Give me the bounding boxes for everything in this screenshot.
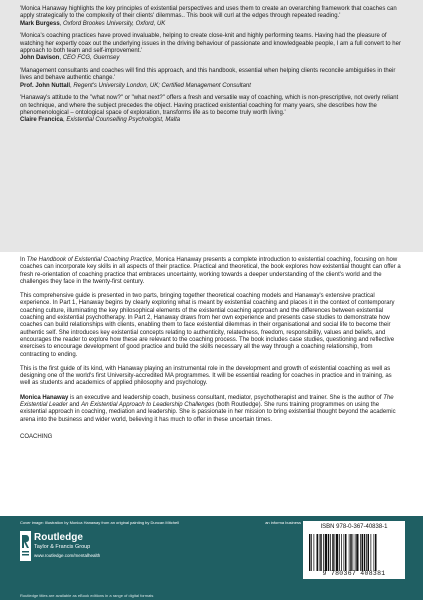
testimonial-author: Mark Burgess xyxy=(20,20,60,27)
author-bio-text: (both Routledge). She runs training programmes on using the existential approach in coaching, mediation and leadership. She is passionate in her mission to bring existential thought beyond the academic arena into the business and wider world, believing it has much to offer in these uncertain times. xyxy=(20,402,396,423)
testimonial xyxy=(20,6,402,28)
testimonials-panel xyxy=(0,0,423,252)
testimonial-role: Regent's University London, UK; Certified Management Consultant xyxy=(73,82,251,89)
description-paragraph: This comprehensive guide is presented in two parts, bringing together theoretical coaching models and Hanaway's extensive practical experience. In Part 1, Hanaway begins by clearly exploring what is meant by existential coaching and places it in the context of contemporary coaching culture, illuminating the key philosophical elements of the existential coaching approach and the differences between existential coaching and existential psychotherapy. In Part 2, Hanaway draws from her own experience and presents case studies to demonstrate how coaches can build relationships with clients, enabling them to face existential dilemmas in their organisational and social life to become their authentic self. She introduces key existential concepts relating to authenticity, relatedness, freedom, responsibility, values and beliefs, and encourages the reader to explore how these are relevant to the coaching process. The book includes case studies, questioning and reflective exercises to encourage development of good practice and build the skills necessary all the way through a coaching relationship, from contracting to ending. xyxy=(20,293,395,358)
publisher-url[interactable]: www.routledge.com/mentalhealth xyxy=(34,553,101,558)
description-text: In xyxy=(20,257,27,263)
description-paragraph xyxy=(20,257,402,286)
testimonial-role: Existential Counselling Psychologist, Malta xyxy=(66,117,181,124)
testimonial xyxy=(20,33,402,62)
testimonial-attribution: Prof. John Nuttall, Regent's University London, UK; Certified Management Consultant xyxy=(20,82,251,89)
testimonial xyxy=(20,95,402,124)
book-title: The Handbook of Existential Coaching Practice xyxy=(26,257,153,263)
testimonial-author: John Davison xyxy=(20,55,60,62)
isbn-label: ISBN 978-0-367-40838-1 xyxy=(320,524,388,530)
testimonial-text: 'Monica's coaching practices have proved invaluable, helping to create close-knit and highly performing teams. Having had the pleasure of watching her expertly coax out the underlying issues in the driving behaviour of passionate and knowledgeable people, I am a full convert to her approach to both team and self-improvement.' xyxy=(20,33,401,54)
author-book-title: The Existential Leader xyxy=(20,394,394,409)
description-text: , Monica Hanaway presents a complete introduction to existential coaching, focusing on how coaches can incorporate key skills in all aspects of their practice. Practical and theoretical, the book explores how existential thought can offer a fresh re-orientation of coaching practice that embraces uncertainty, working towards a deeper understanding of the client's world and the challenges they face in the twenty-first century. xyxy=(20,257,401,285)
author-bio-text: is an executive and leadership coach, business consultant, mediator, psychotherapist and trainer. She is the author of xyxy=(68,394,384,401)
barcode-panel xyxy=(303,521,405,579)
testimonial-attribution: John Davison, CEO FCG, Guernsey xyxy=(20,55,120,62)
barcode-icon xyxy=(309,534,399,571)
barcode-digits: 9 780367 408381 xyxy=(322,570,386,577)
testimonial-role: Oxford Brookes University, Oxford, UK xyxy=(63,20,166,27)
routledge-logo-icon xyxy=(20,531,31,561)
description-section xyxy=(20,257,402,440)
publisher-group: Taylor & Francis Group xyxy=(34,544,91,550)
testimonial-text: 'Monica Hanaway highlights the key principles of existential perspectives and uses them to create an overarching framework that coaches can apply strategically to the complexity of their clients' dilemmas.. This book will curl at the edges through repeated reading.' xyxy=(20,6,397,20)
testimonial-author: Prof. John Nuttall xyxy=(20,82,70,89)
testimonial-role: CEO FCG, Guernsey xyxy=(62,55,120,62)
publisher-name: Routledge xyxy=(34,532,83,543)
author-bio-text: and xyxy=(67,402,82,409)
testimonial-attribution: Claire Francica, Existential Counselling Psychologist, Malta xyxy=(20,117,181,124)
subject-category: COACHING xyxy=(20,433,53,440)
testimonial xyxy=(20,68,402,90)
author-name: Monica Hanaway xyxy=(20,394,69,401)
cover-credit: Cover image: Illustration by Monica Hanaway from an original painting by Duncan Mitchell xyxy=(20,520,179,525)
description-paragraph: This is the first guide of its kind, with Hanaway playing an instrumental role in the development and growth of existential coaching as well as designing one of the world's first University-accredited MA programmes. It will be essential reading for coaches in practice and in training, as well as students and academics of applied philosophy and psychology. xyxy=(20,365,392,387)
author-bio xyxy=(20,395,402,424)
testimonial-text: 'Management consultants and coaches will find this approach, and this handbook, essential when helping clients reconcile ambiguities in their lives and behave authentic change.' xyxy=(20,68,396,82)
publisher-tagline: an informa business xyxy=(265,520,301,525)
testimonial-text: 'Hanaway's attitude to the "what now?" or "what next?" offers a fresh and versatile way of coaching, which is non-prescriptive, not overly reliant on technique, and where the subject precedes the object. Having practiced existential coaching for many years, she describes how the phenomenological – ontological space of exploration, transforms life as to become truly worth living.' xyxy=(20,95,399,117)
author-book-title: An Existential Approach to Leadership Challenges xyxy=(81,402,215,409)
testimonial-attribution: Mark Burgess, Oxford Brookes University, Oxford, UK xyxy=(20,20,166,27)
ebook-note: Routledge titles are available as eBook editions in a range of digital formats xyxy=(20,593,154,598)
testimonial-author: Claire Francica xyxy=(20,117,64,124)
